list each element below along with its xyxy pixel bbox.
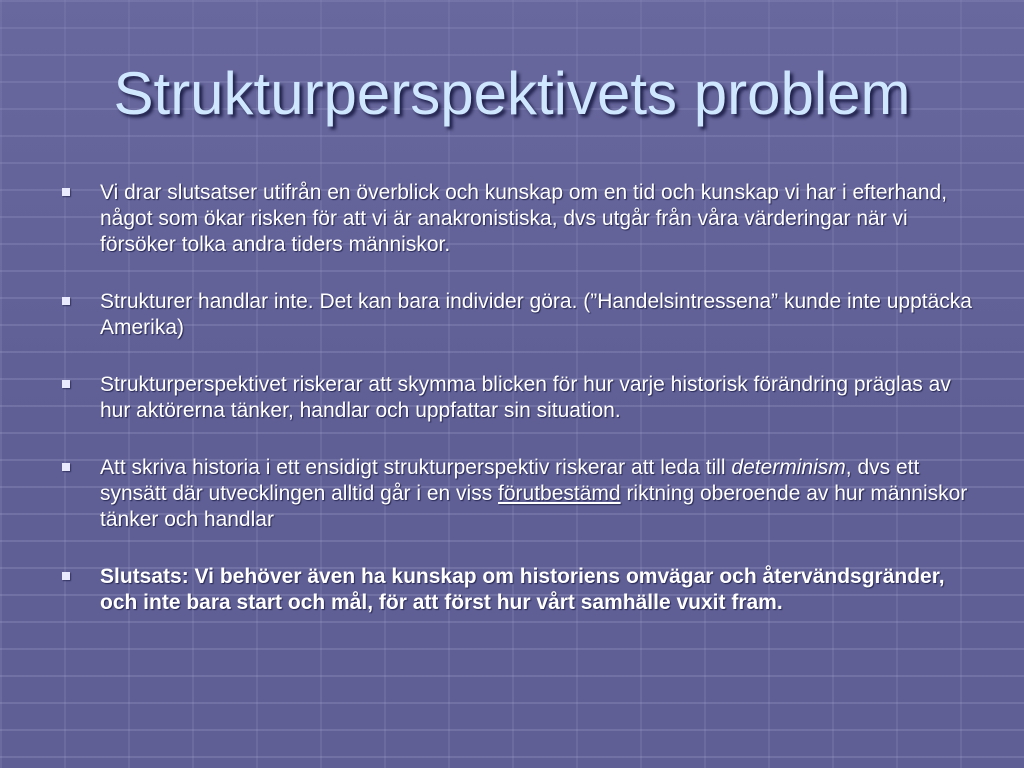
square-bullet-icon [62,380,70,388]
bullet-text-part: riktning oberoende av hur människor tänker och handlar [100,482,968,531]
bullet-text-conclusion: Slutsats: Vi behöver även ha kunskap om historiens omvägar och återvändsgränder, och inte bara start och mål, för att först hur vårt samhälle vuxit fram. [100,565,945,614]
square-bullet-icon [62,572,70,580]
bullet-item [60,564,980,616]
bullet-text-part: , dvs ett synsätt där utvecklingen alltid går i en viss [100,456,920,505]
bullet-item [60,289,980,341]
bullet-item [60,180,980,258]
bullet-text-part: Att skriva historia i ett ensidigt strukturperspektiv riskerar att leda till [100,456,732,479]
bullet-text-italic: determinism [731,456,846,479]
bullet-item [60,455,980,533]
bullet-text: Strukturer handlar inte. Det kan bara individer göra. (”Handelsintressena” kunde inte upptäcka Amerika) [100,290,972,339]
bullet-list [60,180,980,647]
bullet-item [60,372,980,424]
square-bullet-icon [62,188,70,196]
bullet-text: Strukturperspektivet riskerar att skymma blicken för hur varje historisk förändring präglas av hur aktörerna tänker, handlar och uppfattar sin situation. [100,373,951,422]
bullet-text: Vi drar slutsatser utifrån en överblick och kunskap om en tid och kunskap vi har i efterhand, något som ökar risken för att vi är anakronistiska, dvs utgår från våra värderingar när vi försöker tolka andra tiders människor. [100,181,948,256]
square-bullet-icon [62,463,70,471]
slide-title: Strukturperspektivets problem [113,60,911,127]
square-bullet-icon [62,297,70,305]
bullet-text-underlined: förutbestämd [498,482,621,505]
